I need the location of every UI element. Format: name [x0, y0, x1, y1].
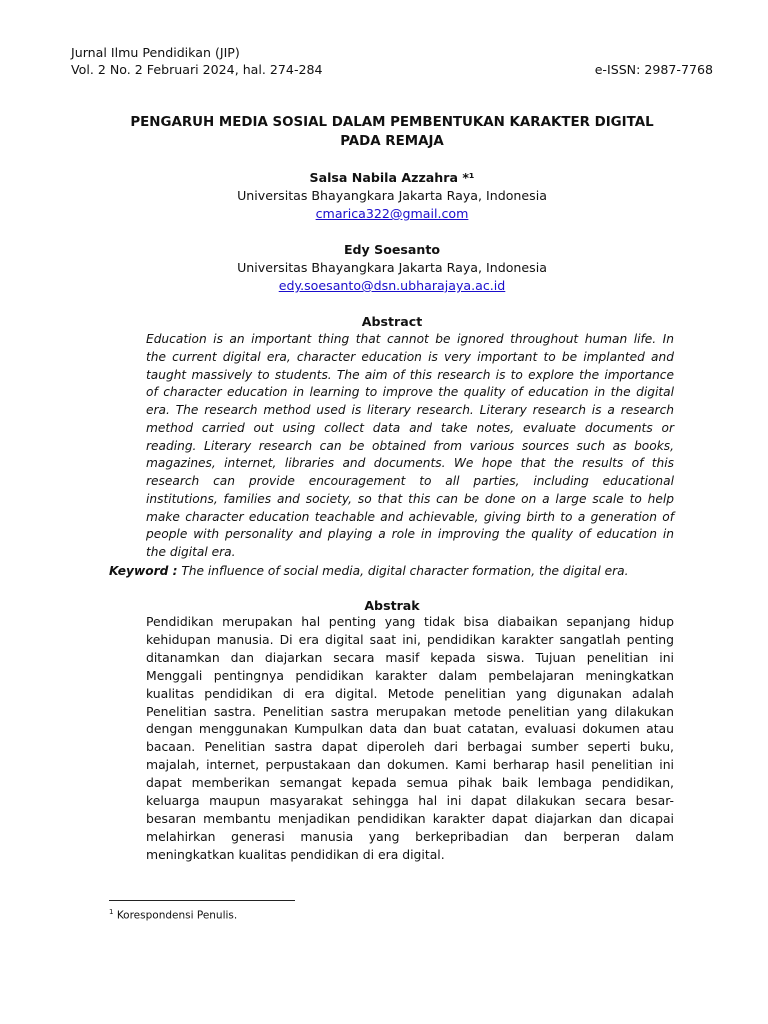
author-email-link[interactable]: cmarica322@gmail.com	[315, 206, 469, 221]
journal-issn: e-ISSN: 2987-7768	[594, 62, 713, 77]
abstrak-line: besaran membantu menjadikan pendidikan karakter dapat diajarkan dan dicapai	[146, 810, 674, 826]
keyword-label: Keyword :	[109, 564, 178, 578]
abstract-en-line: make character education teachable and achievable, giving birth to a generation of	[146, 509, 674, 524]
footnote-marker: 1	[109, 908, 114, 916]
abstrak-line: kehidupan manusia. Di era digital saat ini, pendidikan karakter sangatlah penting	[146, 631, 674, 647]
abstrak-line: kualitas pendidikan di era digital. Metode penelitian yang digunakan adalah	[146, 685, 674, 701]
abstract-en-line: the current digital era, character education is very important to be implanted and	[146, 349, 674, 364]
abstract-en-line: the digital era.	[146, 545, 236, 559]
abstrak-line: majalah, internet, perpustakaan dan dokumen. Kami berharap hasil penelitian ini	[146, 757, 674, 773]
abstract-en-line: Education is an important thing that cannot be ignored throughout human life. In	[146, 332, 674, 346]
author-1	[71, 169, 713, 223]
abstract-en-heading: Abstract	[361, 314, 423, 329]
author-2	[71, 241, 713, 295]
footnote	[109, 905, 237, 923]
keyword-text: The influence of social media, digital character formation, the digital era.	[181, 564, 629, 578]
abstract-en-body	[146, 331, 674, 562]
abstrak-line: keluarga maupun masyarakat sehingga hal ini dapat dilakukan secara besar-	[146, 793, 674, 809]
abstract-en-line: method carried out using collect data and take notes, evaluate documents or	[146, 420, 674, 435]
abstract-en-line: institutions, families and society, so that this can be done on a large scale to help	[146, 491, 674, 506]
author-affiliation: Universitas Bhayangkara Jakarta Raya, Indonesia	[237, 188, 547, 203]
abstract-en-line: people with personality and playing a role in improving the quality of education in	[146, 527, 674, 542]
abstrak-heading: Abstrak	[364, 598, 420, 613]
abstrak-line: dengan menggunakan Kumpulkan data dan buat catatan, evaluasi dokumen atau	[146, 721, 674, 737]
abstrak-line: bacaan. Penelitian sastra dapat diperoleh dari berbagai sumber seperti buku,	[146, 739, 674, 755]
abstrak-line: Penelitian sastra. Penelitian sastra merupakan metode penelitian yang dilakukan	[146, 703, 674, 719]
abstrak-line: ditanamkan dan diajarkan secara masif kepada siswa. Tujuan penelitian ini	[146, 649, 674, 665]
abstrak-line: melahirkan generasi manusia yang berkepribadian dan berperan dalam	[146, 828, 674, 844]
abstrak-body	[146, 613, 674, 864]
abstrak-line: Menggali pentingnya pendidikan karakter dalam pembelajaran meningkatkan	[146, 667, 674, 683]
abstract-en-line: of character education in learning to improve the quality of education in the digital	[146, 385, 674, 400]
abstract-en-line: reading. Literary research can be obtained from various sources such as books,	[146, 438, 674, 453]
author-affiliation: Universitas Bhayangkara Jakarta Raya, Indonesia	[237, 260, 547, 275]
journal-volume: Vol. 2 No. 2 Februari 2024, hal. 274-284	[71, 62, 323, 77]
title-line-2: PADA REMAJA	[340, 134, 444, 149]
abstrak-line: meningkatkan kualitas pendidikan di era digital.	[146, 846, 445, 862]
author-name: Salsa Nabila Azzahra *¹	[309, 170, 475, 185]
journal-name: Jurnal Ilmu Pendidikan (JIP)	[71, 45, 240, 60]
abstract-en-line: era. The research method used is literary research. Literary research is a research	[146, 403, 674, 417]
abstract-en-line: research can provide encouragement to all parties, including educational	[146, 474, 674, 488]
keywords	[109, 562, 709, 580]
footnote-divider	[109, 900, 295, 901]
title-line-1: PENGARUH MEDIA SOSIAL DALAM PEMBENTUKAN KARAKTER DIGITAL	[130, 115, 654, 130]
abstract-en-line: magazines, internet, libraries and documents. We hope that the results of this	[146, 456, 674, 471]
paper-title	[71, 113, 713, 151]
abstrak-line: Pendidikan merupakan hal penting yang tidak bisa diabaikan sepanjang hidup	[146, 614, 674, 629]
footnote-text: Korespondensi Penulis.	[116, 909, 238, 922]
author-name: Edy Soesanto	[343, 242, 441, 257]
abstrak-line: dapat memberikan semangat kepada semua pihak baik lembaga pendidikan,	[146, 775, 674, 791]
author-email-link[interactable]: edy.soesanto@dsn.ubharajaya.ac.id	[278, 278, 506, 293]
journal-header	[71, 44, 713, 78]
abstract-en-line: taught massively to students. The aim of this research is to explore the importance	[146, 367, 674, 382]
